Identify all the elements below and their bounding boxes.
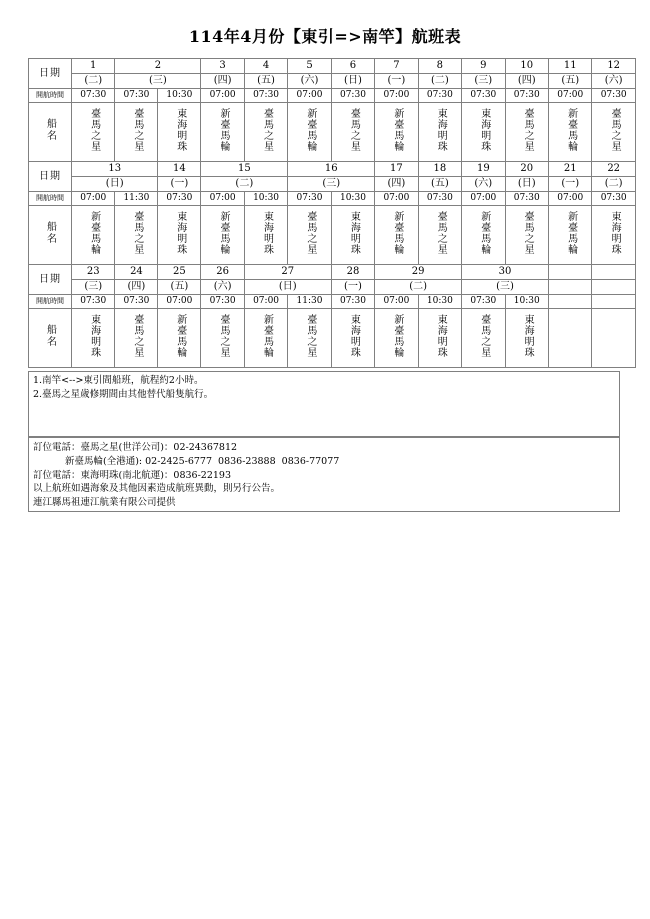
weekday-cell: (六): [592, 74, 635, 89]
date-row: [29, 162, 636, 177]
departure-time-row: [29, 192, 636, 206]
ship-name-cell: [115, 103, 158, 162]
ship-name-cell: [288, 309, 331, 368]
date-cell: 4: [244, 59, 287, 74]
ship-name-cell: [331, 309, 374, 368]
departure-time-cell: 07:30: [288, 192, 331, 206]
date-cell: 1: [72, 59, 115, 74]
departure-time-cell: 07:30: [115, 89, 158, 103]
ship-name-text: 臺馬之星: [609, 108, 621, 153]
departure-time-cell: 10:30: [331, 192, 374, 206]
ship-name-cell: [115, 309, 158, 368]
departure-time-cell: 07:30: [462, 295, 505, 309]
ship-name-cell: [72, 309, 115, 368]
schedule-table: [28, 58, 636, 368]
date-cell: 19: [462, 162, 505, 177]
weekday-cell: (日): [244, 280, 331, 295]
ship-name-cell: [201, 103, 244, 162]
ship-name-text: 臺馬之星: [131, 108, 143, 153]
departure-time-cell: 07:30: [201, 295, 244, 309]
departure-time-cell: 07:30: [72, 295, 115, 309]
empty-cell: [592, 295, 635, 309]
ship-name-text: 新臺馬輪: [218, 211, 229, 256]
date-cell: 2: [115, 59, 201, 74]
ship-name-cell: [158, 206, 201, 265]
departure-time-cell: 10:30: [418, 295, 461, 309]
contact-line: 新臺馬輪(全港通): 02-2425-6777 0836-23888 0836-77077: [65, 455, 340, 467]
date-row: [29, 59, 636, 74]
departure-time-cell: 07:00: [288, 89, 331, 103]
departure-time-cell: 10:30: [505, 295, 548, 309]
departure-time-cell: 07:30: [418, 89, 461, 103]
ship-name-text: 新臺馬輪: [565, 211, 577, 256]
ship-name-cell: [592, 206, 635, 265]
date-cell: 22: [592, 162, 635, 177]
contact-line: 訂位電話：臺馬之星(世洋公司)：02-24367812: [33, 442, 238, 453]
weekday-cell: (三): [462, 280, 549, 295]
date-cell: 29: [375, 265, 462, 280]
ship-name-text: 新臺馬輪: [391, 211, 403, 256]
ship-name-text: 東海明珠: [435, 108, 447, 153]
departure-time-cell: 07:30: [505, 89, 548, 103]
ship-name-row: [29, 103, 636, 162]
ship-name-text: 東海明珠: [88, 314, 100, 359]
date-cell: 27: [244, 265, 331, 280]
date-cell: 12: [592, 59, 635, 74]
ship-name-cell: [462, 206, 505, 265]
weekday-row: [29, 280, 636, 295]
departure-time-cell: 07:30: [72, 89, 115, 103]
contact-line: 以上航班如遇海象及其他因素造成航班異動，則另行公告。: [33, 483, 281, 495]
date-cell: 9: [462, 59, 505, 74]
date-cell: 25: [158, 265, 201, 280]
notes-block: [28, 371, 620, 437]
ship-name-cell: [158, 103, 201, 162]
weekday-cell: (四): [375, 177, 418, 192]
weekday-cell: (二): [375, 280, 462, 295]
ship-name-cell: [331, 206, 374, 265]
ship-name-text: 臺馬之星: [435, 211, 447, 256]
departure-time-cell: 07:30: [592, 89, 635, 103]
row-label-date: 日期: [29, 162, 72, 192]
departure-time-cell: 07:00: [375, 89, 418, 103]
row-label-ship-name: [29, 206, 72, 265]
ship-name-cell: [288, 103, 331, 162]
ship-name-row: [29, 206, 636, 265]
weekday-row: [29, 177, 636, 192]
ship-name-cell: [72, 206, 115, 265]
ship-name-text: 東海明珠: [348, 314, 360, 359]
weekday-cell: (四): [115, 280, 158, 295]
row-label-ship-name-text: 船名: [44, 324, 56, 349]
contact-block: [28, 437, 620, 512]
weekday-cell: [549, 280, 592, 295]
ship-name-text: 臺馬之星: [218, 314, 229, 359]
ship-name-text: 東海明珠: [478, 108, 490, 153]
ship-name-cell: [331, 103, 374, 162]
ship-name-cell: [201, 206, 244, 265]
ship-name-cell: [505, 309, 548, 368]
date-cell: [549, 265, 592, 280]
date-cell: 14: [158, 162, 201, 177]
ship-name-text: 東海明珠: [174, 108, 186, 153]
ship-name-cell: [158, 309, 201, 368]
ship-name-text: 新臺馬輪: [88, 211, 100, 256]
ship-name-text: 臺馬之星: [304, 211, 316, 256]
date-cell: 23: [72, 265, 115, 280]
ship-name-text: 新臺馬輪: [261, 314, 273, 359]
ship-name-text: 新臺馬輪: [565, 108, 577, 153]
date-cell: 26: [201, 265, 244, 280]
contact-line: 連江縣馬祖連江航業有限公司提供: [33, 497, 176, 509]
departure-time-cell: 07:00: [201, 89, 244, 103]
ship-name-text: 臺馬之星: [131, 314, 143, 359]
weekday-cell: (日): [505, 177, 548, 192]
departure-time-row: [29, 89, 636, 103]
weekday-cell: (一): [375, 74, 418, 89]
ship-name-text: 臺馬之星: [522, 211, 534, 256]
date-cell: 24: [115, 265, 158, 280]
weekday-cell: (一): [549, 177, 592, 192]
departure-time-cell: 07:30: [505, 192, 548, 206]
date-cell: 16: [288, 162, 375, 177]
date-cell: 15: [201, 162, 288, 177]
departure-time-cell: 07:00: [462, 192, 505, 206]
ship-name-cell: [375, 103, 418, 162]
ship-name-cell: [505, 103, 548, 162]
empty-cell: [549, 295, 592, 309]
departure-time-cell: 07:00: [158, 295, 201, 309]
ship-name-cell: [549, 206, 592, 265]
ship-name-text: 臺馬之星: [261, 108, 273, 153]
ship-name-text: 新臺馬輪: [391, 108, 403, 153]
weekday-cell: (三): [462, 74, 505, 89]
ship-name-cell: [375, 206, 418, 265]
date-cell: 17: [375, 162, 418, 177]
ship-name-cell: [115, 206, 158, 265]
departure-time-cell: 07:30: [418, 192, 461, 206]
weekday-row: [29, 74, 636, 89]
departure-time-cell: 07:30: [331, 295, 374, 309]
date-cell: 28: [331, 265, 374, 280]
ship-name-text: 新臺馬輪: [478, 211, 490, 256]
departure-time-cell: 10:30: [244, 192, 287, 206]
weekday-cell: (三): [115, 74, 201, 89]
date-cell: 18: [418, 162, 461, 177]
row-label-ship-name-text: 船名: [44, 118, 56, 143]
ship-name-text: 臺馬之星: [478, 314, 490, 359]
weekday-cell: (六): [201, 280, 244, 295]
weekday-cell: (五): [158, 280, 201, 295]
ship-name-cell: [201, 309, 244, 368]
weekday-cell: (日): [331, 74, 374, 89]
ship-name-text: 東海明珠: [261, 211, 273, 256]
ship-name-cell: [592, 103, 635, 162]
departure-time-cell: 11:30: [288, 295, 331, 309]
date-cell: 30: [462, 265, 549, 280]
departure-time-cell: 07:00: [375, 192, 418, 206]
ship-name-cell: [462, 103, 505, 162]
departure-time-cell: 07:30: [158, 192, 201, 206]
date-cell: 7: [375, 59, 418, 74]
ship-name-text: 臺馬之星: [88, 108, 100, 153]
row-label-date: 日期: [29, 59, 72, 89]
row-label-ship-name: [29, 103, 72, 162]
ship-name-text: 新臺馬輪: [174, 314, 186, 359]
departure-time-cell: 07:30: [244, 89, 287, 103]
ship-name-text: 臺馬之星: [304, 314, 316, 359]
departure-time-cell: 07:30: [331, 89, 374, 103]
ship-name-text: 東海明珠: [522, 314, 534, 359]
departure-time-cell: 07:00: [549, 192, 592, 206]
weekday-cell: (四): [505, 74, 548, 89]
row-label-departure-time: 開航時間: [29, 192, 72, 206]
ship-name-cell: [462, 309, 505, 368]
ship-name-cell: [244, 206, 287, 265]
departure-time-cell: 07:00: [72, 192, 115, 206]
weekday-cell: (三): [288, 177, 375, 192]
note-line: 1.南竿<-->東引間船班，航程約2小時。: [33, 375, 204, 386]
ship-name-text: 臺馬之星: [522, 108, 534, 153]
ship-name-cell: [244, 103, 287, 162]
date-cell: 8: [418, 59, 461, 74]
weekday-cell: (六): [462, 177, 505, 192]
weekday-cell: (五): [549, 74, 592, 89]
ship-name-text: 新臺馬輪: [304, 108, 316, 153]
ship-name-text: 臺馬之星: [348, 108, 360, 153]
ship-name-cell: [418, 309, 461, 368]
weekday-cell: (六): [288, 74, 331, 89]
departure-time-cell: 07:00: [201, 192, 244, 206]
departure-time-cell: 07:00: [244, 295, 287, 309]
row-label-date: 日期: [29, 265, 72, 295]
row-label-ship-name: [29, 309, 72, 368]
ship-name-text: 臺馬之星: [131, 211, 143, 256]
date-cell: 5: [288, 59, 331, 74]
ship-name-text: 東海明珠: [435, 314, 447, 359]
page-title: 114年4月份【東引=>南竿】航班表: [188, 27, 462, 46]
empty-cell: [592, 309, 635, 368]
date-cell: 6: [331, 59, 374, 74]
date-cell: 11: [549, 59, 592, 74]
date-cell: 10: [505, 59, 548, 74]
departure-time-cell: 07:00: [549, 89, 592, 103]
date-cell: 13: [72, 162, 158, 177]
departure-time-cell: 11:30: [115, 192, 158, 206]
weekday-cell: (二): [418, 74, 461, 89]
row-label-departure-time: 開航時間: [29, 295, 72, 309]
ship-name-text: 東海明珠: [174, 211, 186, 256]
ship-name-row: [29, 309, 636, 368]
ship-name-text: 新臺馬輪: [391, 314, 403, 359]
ship-name-text: 東海明珠: [348, 211, 360, 256]
row-label-ship-name-text: 船名: [44, 221, 56, 246]
departure-time-cell: 07:30: [462, 89, 505, 103]
date-cell: 20: [505, 162, 548, 177]
weekday-cell: (一): [331, 280, 374, 295]
ship-name-cell: [244, 309, 287, 368]
ship-name-text: 東海明珠: [609, 211, 621, 256]
contact-line: 訂位電話：東海明珠(南北航運)：0836-22193: [33, 469, 232, 481]
weekday-cell: (二): [72, 74, 115, 89]
ship-name-cell: [288, 206, 331, 265]
weekday-cell: (五): [244, 74, 287, 89]
departure-time-cell: 07:30: [115, 295, 158, 309]
note-line: 2.臺馬之星歲修期間由其他替代船隻航行。: [33, 388, 214, 400]
row-label-departure-time: 開航時間: [29, 89, 72, 103]
departure-time-cell: 07:30: [592, 192, 635, 206]
weekday-cell: (四): [201, 74, 244, 89]
departure-time-row: [29, 295, 636, 309]
weekday-cell: (二): [592, 177, 635, 192]
ship-name-text: 新臺馬輪: [218, 108, 229, 153]
weekday-cell: [592, 280, 635, 295]
weekday-cell: (三): [72, 280, 115, 295]
ship-name-cell: [72, 103, 115, 162]
weekday-cell: (五): [418, 177, 461, 192]
ship-name-cell: [418, 103, 461, 162]
ship-name-cell: [418, 206, 461, 265]
weekday-cell: (二): [201, 177, 288, 192]
date-cell: 21: [549, 162, 592, 177]
date-row: [29, 265, 636, 280]
ship-name-cell: [375, 309, 418, 368]
date-cell: [592, 265, 635, 280]
weekday-cell: (日): [72, 177, 158, 192]
departure-time-cell: 10:30: [158, 89, 201, 103]
date-cell: 3: [201, 59, 244, 74]
empty-cell: [549, 309, 592, 368]
ship-name-cell: [505, 206, 548, 265]
ship-name-cell: [549, 103, 592, 162]
departure-time-cell: 07:00: [375, 295, 418, 309]
schedule-table-container: [28, 58, 627, 368]
weekday-cell: (一): [158, 177, 201, 192]
